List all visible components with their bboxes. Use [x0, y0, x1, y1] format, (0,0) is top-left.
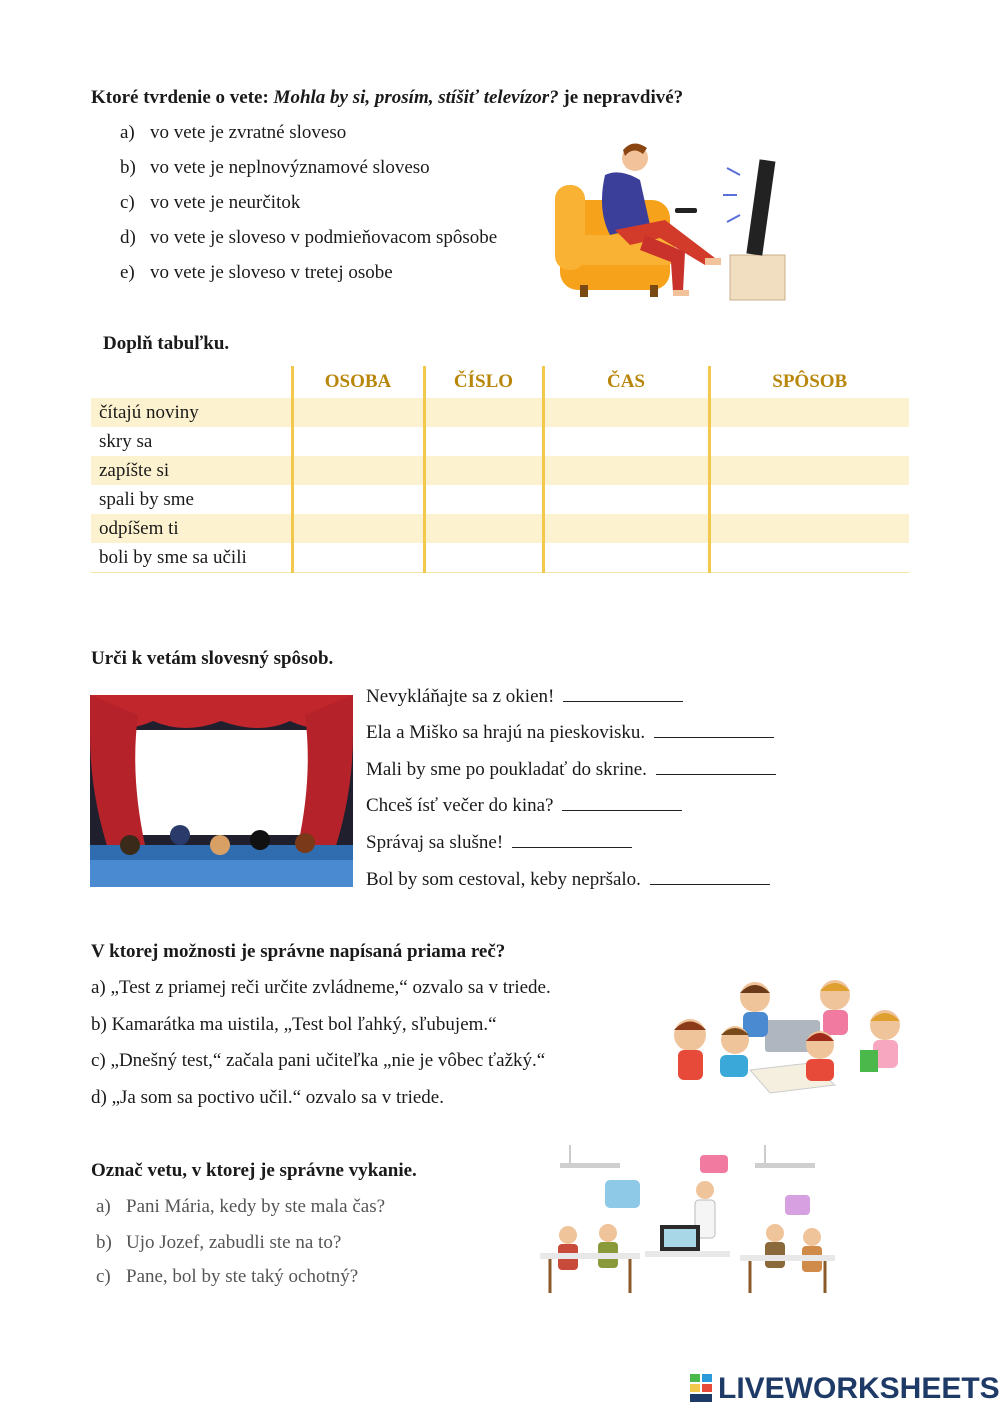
q3-title: Urči k vetám slovesný spôsob.	[91, 648, 334, 669]
table-header-row	[91, 366, 909, 398]
q4-option-a[interactable]: a) „Test z priamej reči určite zvládneme,“ ozvalo sa v triede.	[91, 977, 551, 998]
q3-sentence-5: Správaj sa slušne!	[366, 831, 632, 854]
q3-sentence-6: Bol by som cestoval, keby nepršalo.	[366, 868, 770, 891]
table-row	[91, 398, 909, 427]
table-header-cas: ČAS	[543, 366, 709, 398]
verb-table	[91, 366, 909, 573]
q5-option-a[interactable]: a) Pani Mária, kedy by ste mala čas?	[96, 1196, 386, 1217]
q1-option-d[interactable]: d) vo vete je sloveso v podmieňovacom spôsobe	[120, 227, 498, 248]
q4-title: V ktorej možnosti je správne napísaná priama reč?	[91, 941, 506, 962]
q1-option-b[interactable]: b) vo vete je neplnovýznamové sloveso	[120, 157, 430, 178]
q4-option-b[interactable]: b) Kamarátka ma uistila, „Test bol ľahký, sľubujem.“	[91, 1014, 497, 1035]
cell-cas[interactable]	[543, 427, 709, 456]
cell-cislo[interactable]	[424, 427, 543, 456]
cell-sposob[interactable]	[709, 485, 909, 514]
liveworksheets-logo	[690, 1372, 1000, 1406]
cell-sposob[interactable]	[709, 456, 909, 485]
cell-cas[interactable]	[543, 514, 709, 543]
q1-title-suffix: je nepravdivé?	[563, 87, 684, 108]
cell-osoba[interactable]	[292, 543, 424, 573]
cell-sposob[interactable]	[709, 543, 909, 573]
q1-option-a[interactable]: a) vo vete je zvratné sloveso	[120, 122, 347, 143]
cell-osoba[interactable]	[292, 398, 424, 427]
cell-cas[interactable]	[543, 485, 709, 514]
man-watching-tv-illustration	[555, 140, 790, 302]
q1-option-c[interactable]: c) vo vete je neurčitok	[120, 192, 301, 213]
q1-option-e[interactable]: e) vo vete je sloveso v tretej osobe	[120, 262, 393, 283]
cell-sposob[interactable]	[709, 514, 909, 543]
cell-cas[interactable]	[543, 543, 709, 573]
liveworksheets-logo-icon	[690, 1374, 714, 1402]
row-verb: spali by sme	[99, 488, 194, 510]
q5-option-c[interactable]: c) Pane, bol by ste taký ochotný?	[96, 1266, 359, 1287]
answer-blank[interactable]	[650, 868, 770, 885]
answer-blank[interactable]	[562, 794, 682, 811]
q3-sentence-2: Ela a Miško sa hrajú na pieskovisku.	[366, 721, 774, 744]
table-header-cislo: ČÍSLO	[424, 366, 543, 398]
q5-option-b[interactable]: b) Ujo Jozef, zabudli ste na to?	[96, 1232, 342, 1253]
cell-sposob[interactable]	[709, 398, 909, 427]
cell-cislo[interactable]	[424, 543, 543, 573]
table-row	[91, 456, 909, 485]
q5-title: Označ vetu, v ktorej je správne vykanie.	[91, 1160, 417, 1181]
row-verb: skry sa	[99, 430, 153, 452]
row-verb: zapíšte si	[91, 456, 292, 485]
answer-blank[interactable]	[512, 831, 632, 848]
table-header-sposob: SPÔSOB	[709, 366, 909, 398]
q3-sentence-1: Nevykláňajte sa z okien!	[366, 685, 683, 708]
table-row	[91, 514, 909, 543]
q2-title: Doplň tabuľku.	[103, 333, 230, 354]
q3-sentence-4: Chceš ísť večer do kina?	[366, 794, 682, 817]
table-row	[91, 427, 909, 456]
cell-cislo[interactable]	[424, 398, 543, 427]
office-illustration	[540, 1145, 835, 1295]
q1-title-sentence: Mohla by si, prosím, stíšiť televízor?	[273, 87, 559, 108]
table-row	[91, 543, 909, 573]
q1-title-prefix: Ktoré tvrdenie o vete:	[91, 87, 269, 108]
row-verb: boli by sme sa učili	[91, 543, 292, 573]
cell-cislo[interactable]	[424, 485, 543, 514]
table-header-osoba: OSOBA	[292, 366, 424, 398]
kids-reading-illustration	[660, 975, 910, 1110]
table-row	[91, 485, 909, 514]
table-header-empty	[91, 366, 292, 398]
row-verb: odpíšem ti	[91, 514, 292, 543]
cell-sposob[interactable]	[709, 427, 909, 456]
row-verb: čítajú noviny	[91, 398, 292, 427]
cell-osoba[interactable]	[292, 514, 424, 543]
liveworksheets-logo-text: LIVEWORKSHEETS	[718, 1372, 1000, 1405]
q4-option-c[interactable]: c) „Dnešný test,“ začala pani učiteľka „nie je vôbec ťažký.“	[91, 1050, 546, 1071]
cell-cas[interactable]	[543, 456, 709, 485]
cell-osoba[interactable]	[292, 456, 424, 485]
cell-cas[interactable]	[543, 398, 709, 427]
cell-osoba[interactable]	[292, 485, 424, 514]
cell-cislo[interactable]	[424, 514, 543, 543]
cell-osoba[interactable]	[292, 427, 424, 456]
q4-option-d[interactable]: d) „Ja som sa poctivo učil.“ ozvalo sa v triede.	[91, 1087, 444, 1108]
cell-cislo[interactable]	[424, 456, 543, 485]
q3-sentence-3: Mali by sme po poukladať do skrine.	[366, 758, 776, 781]
cinema-illustration	[90, 695, 353, 887]
answer-blank[interactable]	[563, 685, 683, 702]
q1-title	[91, 87, 683, 109]
answer-blank[interactable]	[654, 721, 774, 738]
answer-blank[interactable]	[656, 758, 776, 775]
